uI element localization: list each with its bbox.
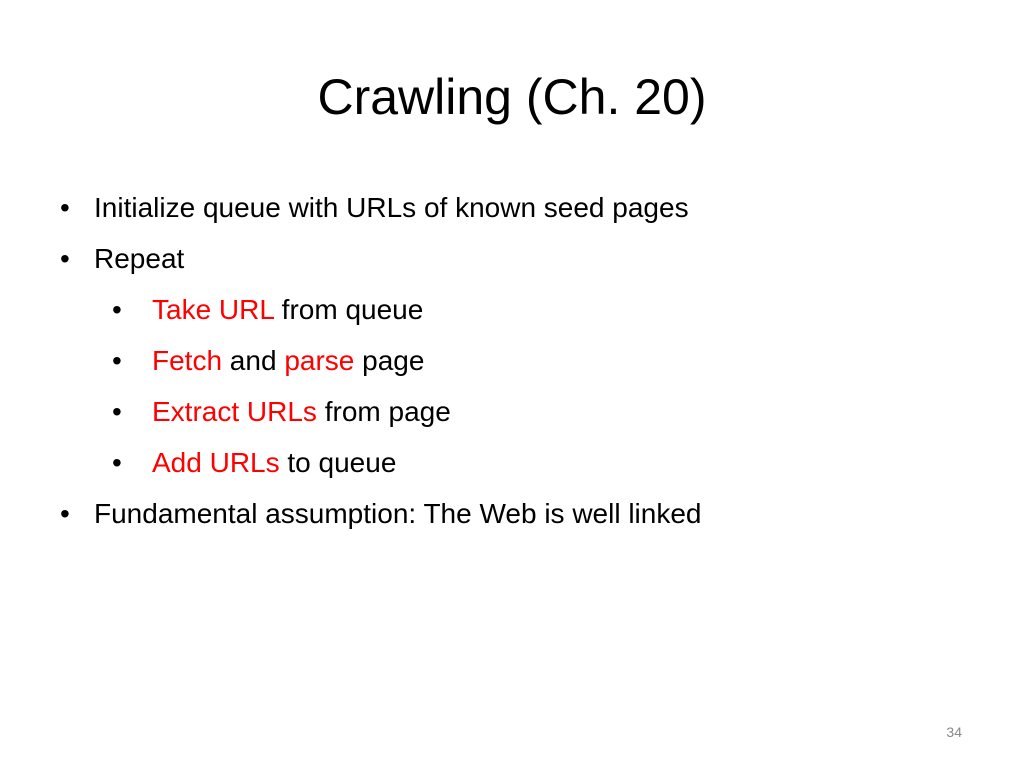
plain-text: to queue <box>279 447 397 478</box>
highlighted-text: Take URL <box>152 294 274 325</box>
sub-bullet-item <box>60 437 980 488</box>
sub-bullet-item <box>60 386 980 437</box>
bullet-item <box>60 233 980 284</box>
slide-title: Crawling (Ch. 20) <box>317 69 707 125</box>
plain-text: Initialize queue with URLs of known seed pages <box>94 192 689 223</box>
plain-text: from page <box>316 396 451 427</box>
bullet-item <box>60 182 980 233</box>
highlighted-text: Extract URLs <box>152 396 317 427</box>
bullet-marker: • <box>112 345 122 376</box>
plain-text: Repeat <box>94 243 185 274</box>
bullet-text <box>94 233 184 284</box>
plain-text: from queue <box>273 294 424 325</box>
sub-bullet-item <box>60 284 980 335</box>
plain-text: Fundamental assumption: The Web is well linked <box>94 498 702 529</box>
highlighted-text: Fetch <box>152 345 223 376</box>
bullet-text <box>152 386 451 437</box>
plain-text: page <box>354 345 425 376</box>
bullet-item <box>60 488 980 539</box>
bullet-text <box>152 335 424 386</box>
bullet-text <box>152 437 396 488</box>
bullet-text <box>94 488 702 539</box>
bullet-marker: • <box>60 498 70 529</box>
bullet-marker: • <box>112 447 122 478</box>
bullet-text <box>152 284 423 335</box>
highlighted-text: parse <box>284 345 355 376</box>
bullet-marker: • <box>112 396 122 427</box>
sub-bullet-item <box>60 335 980 386</box>
bullet-list <box>60 182 980 539</box>
bullet-marker: • <box>112 294 122 325</box>
bullet-marker: • <box>60 243 70 274</box>
page-number: 34 <box>946 724 962 740</box>
bullet-text <box>94 182 689 233</box>
highlighted-text: Add URLs <box>152 447 280 478</box>
bullet-marker: • <box>60 192 70 223</box>
plain-text: and <box>222 345 285 376</box>
